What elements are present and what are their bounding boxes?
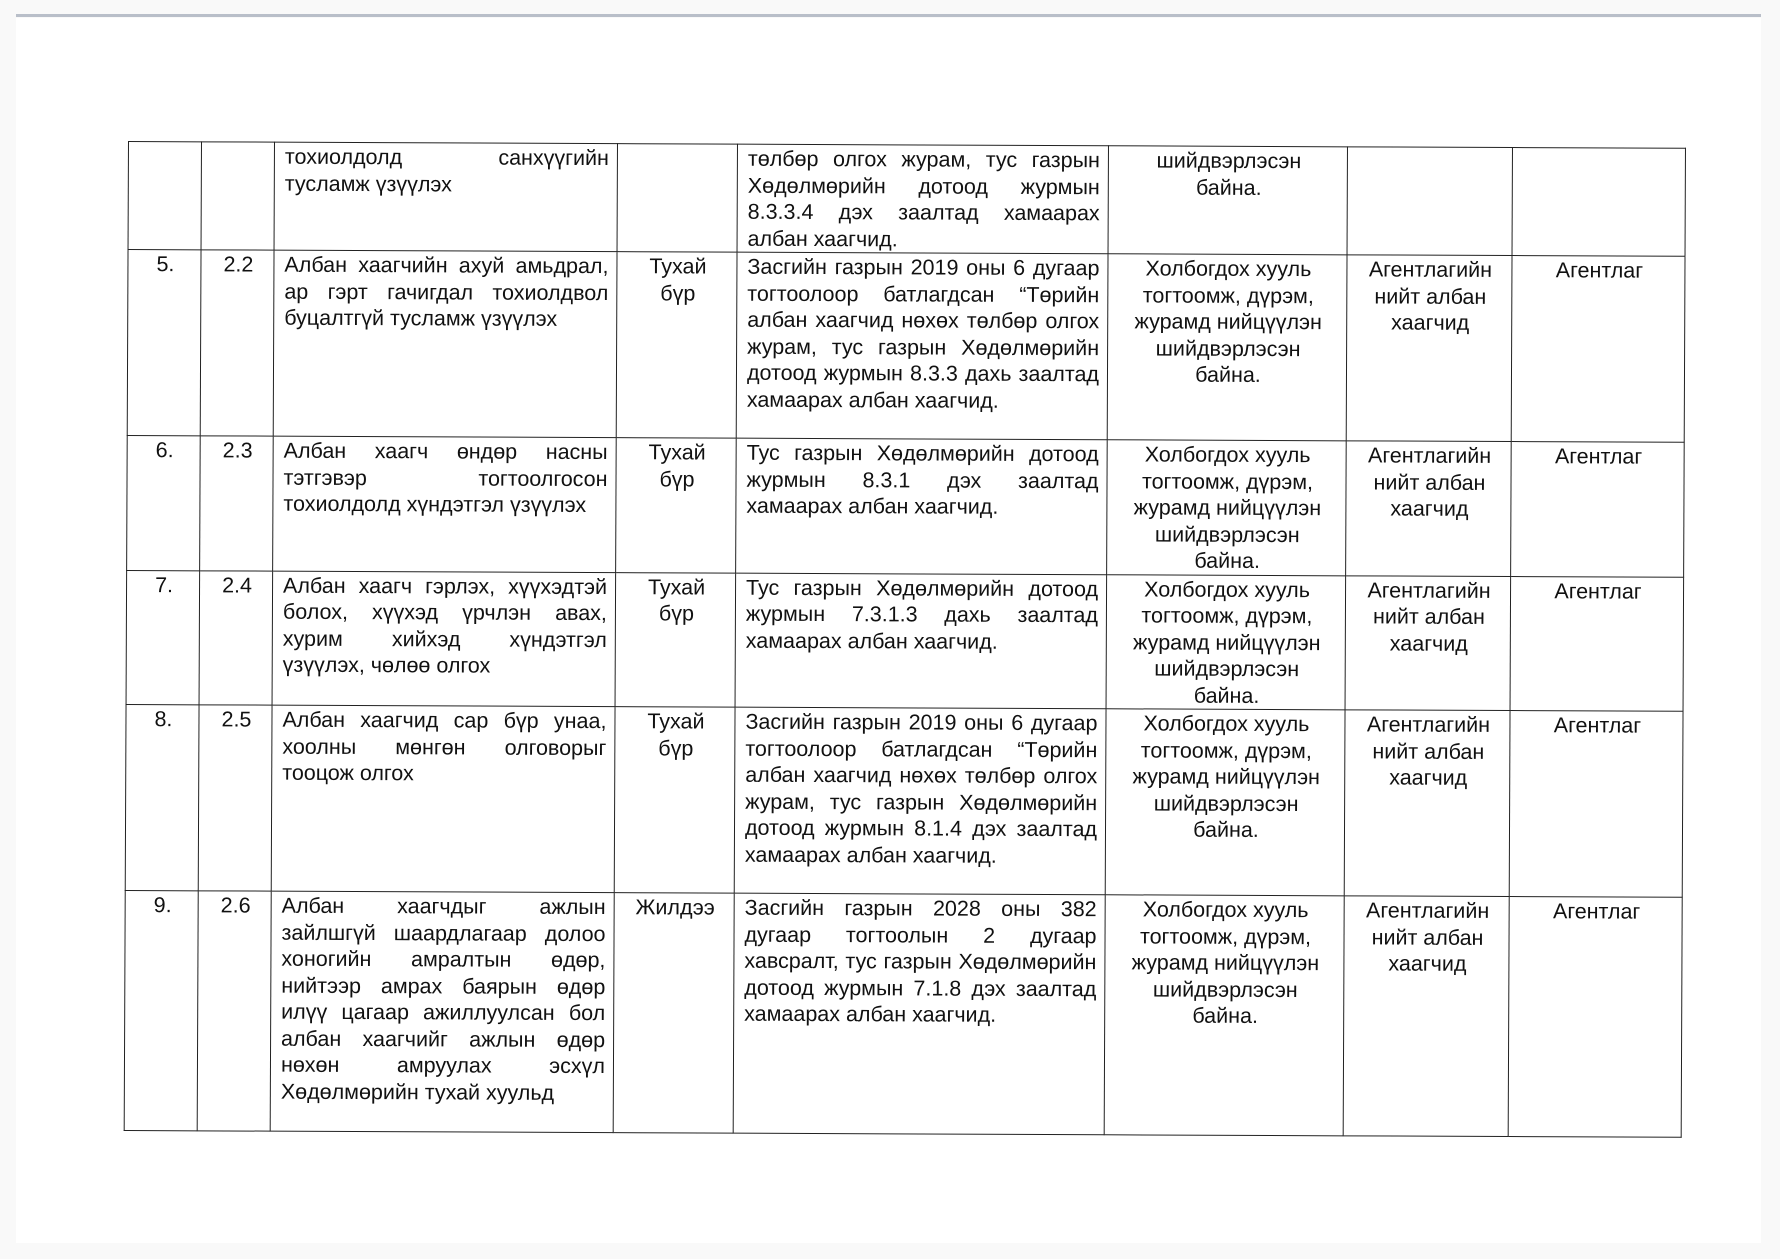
row-code: 2.2 [200,250,274,436]
row-participants: Агентлагийн нийт албан хаагчид [1346,255,1512,442]
row-responsible: Агентлаг [1508,897,1682,1138]
row-description: Албан хаагч өндөр насны тэтгэвэр тогтоолгосон тохиолдолд хүндэтгэл үзүүлэх [273,436,617,572]
table-row [127,250,1685,443]
row-participants [1347,147,1512,256]
row-legal-basis: Засгийн газрын 2028 оны 382 дугаар тогтоолын 2 дугаар хавсралт, тус газрын Хөдөлмөрийн дотоод журмын 7.1.8 дэх заалтад хамаарах албан хаагчид. [733,893,1105,1135]
row-frequency: Тухай бүр [616,252,737,439]
row-description: Албан хаагч гэрлэх, хүүхэдтэй болох, хүүхэд үрчлэн авах, хурим хийхэд хүндэтгэл үзүүлэх, чөлөө олгох [272,571,616,707]
scan-edge-line [16,14,1761,17]
row-responsible: Агентлаг [1511,442,1685,577]
table-row [128,142,1685,257]
table-row [124,890,1682,1137]
row-description: Албан хаагчдыг ажлын зайлшгүй шаардлагаар долоо хоногийн амралтын өдөр, нийтээр амрах баярын өдөр илүү цагаар ажиллуулсан бол албан хаагчийг ажлын өдөр нөхөн амруулах эсхүл Хөдөлмөрийн тухай хуульд [270,891,614,1132]
row-legal-basis: төлбөр олгох журам, тус газрын Хөдөлмөрийн дотоод журмын 8.3.3.4 дэх заалтад хамаарах албан хаагчид. [737,144,1108,254]
row-result: Холбогдох хууль тогтоомж, дүрэм, журамд нийцүүлэн шийдвэрлэсэн байна. [1105,709,1345,896]
row-participants: Агентлагийн нийт албан хаагчид [1344,710,1510,897]
table-row [127,435,1685,576]
row-frequency: Тухай бүр [616,438,737,573]
row-legal-basis: Тус газрын Хөдөлмөрийн дотоод журмын 7.3.1.3 дахь заалтад хамаарах албан хаагчид. [735,573,1107,709]
row-code: 2.6 [197,891,271,1131]
row-result: Холбогдох хууль тогтоомж, дүрэм, журамд нийцүүлэн шийдвэрлэсэн байна. [1107,254,1347,441]
row-number: 5. [127,250,201,436]
row-number: 8. [125,704,199,890]
row-description: Албан хаагчид сар бүр унаа, хоолны мөнгөн олговорыг тооцож олгох [271,705,615,892]
row-responsible: Агентлаг [1511,256,1685,443]
row-result: Холбогдох хууль тогтоомж, дүрэм, журамд нийцүүлэн шийдвэрлэсэн байна. [1106,574,1346,710]
row-code: 2.3 [200,436,274,571]
row-frequency: Тухай бүр [614,707,735,894]
row-frequency [617,144,737,253]
table-row [125,704,1683,897]
row-code: 2.5 [198,705,272,891]
table-row [126,570,1684,711]
row-result: шийдвэрлэсэн байна. [1108,146,1347,255]
row-number: 9. [124,890,198,1130]
row-participants: Агентлагийн нийт албан хаагчид [1346,441,1512,576]
row-result: Холбогдох хууль тогтоомж, дүрэм, журамд нийцүүлэн шийдвэрлэсэн байна. [1107,440,1347,576]
row-legal-basis: Засгийн газрын 2019 оны 6 дугаар тогтоолоор батлагдсан “Төрийн албан хаагчид нөхөх төлбөр олгох журам, тус газрын Хөдөлмөрийн дотоод журмын 8.1.4 дэх заалтад хамаарах албан хаагчид. [734,707,1106,895]
row-participants: Агентлагийн нийт албан хаагчид [1343,896,1509,1137]
row-frequency: Жилдээ [613,893,734,1134]
row-code [201,142,274,250]
plan-table [124,141,1686,1138]
row-responsible [1512,148,1685,257]
row-responsible: Агентлаг [1509,711,1683,898]
row-legal-basis: Тус газрын Хөдөлмөрийн дотоод журмын 8.3.1 дэх заалтад хамаарах албан хаагчид. [736,438,1108,574]
row-number [128,142,201,250]
row-description: тохиолдолд санхүүгийн тусламж үзүүлэх [274,142,617,251]
row-responsible: Агентлаг [1510,576,1684,711]
row-frequency: Тухай бүр [615,572,736,707]
row-legal-basis: Засгийн газрын 2019 оны 6 дугаар тогтоолоор батлагдсан “Төрийн албан хаагчид нөхөх төлбөр олгох журам, тус газрын Хөдөлмөрийн дотоод журмын 8.3.3 дахь заалтад хамаарах албан хаагчид. [736,252,1108,440]
row-code: 2.4 [199,570,273,705]
row-result: Холбогдох хууль тогтоомж, дүрэм, журамд нийцүүлэн шийдвэрлэсэн байна. [1104,895,1344,1136]
row-number: 7. [126,570,200,705]
row-description: Албан хаагчийн ахуй амьдрал, ар гэрт гачигдал тохиолдвол буцалтгүй тусламж үзүүлэх [273,250,617,437]
row-participants: Агентлагийн нийт албан хаагчид [1345,575,1511,710]
row-number: 6. [127,435,201,570]
